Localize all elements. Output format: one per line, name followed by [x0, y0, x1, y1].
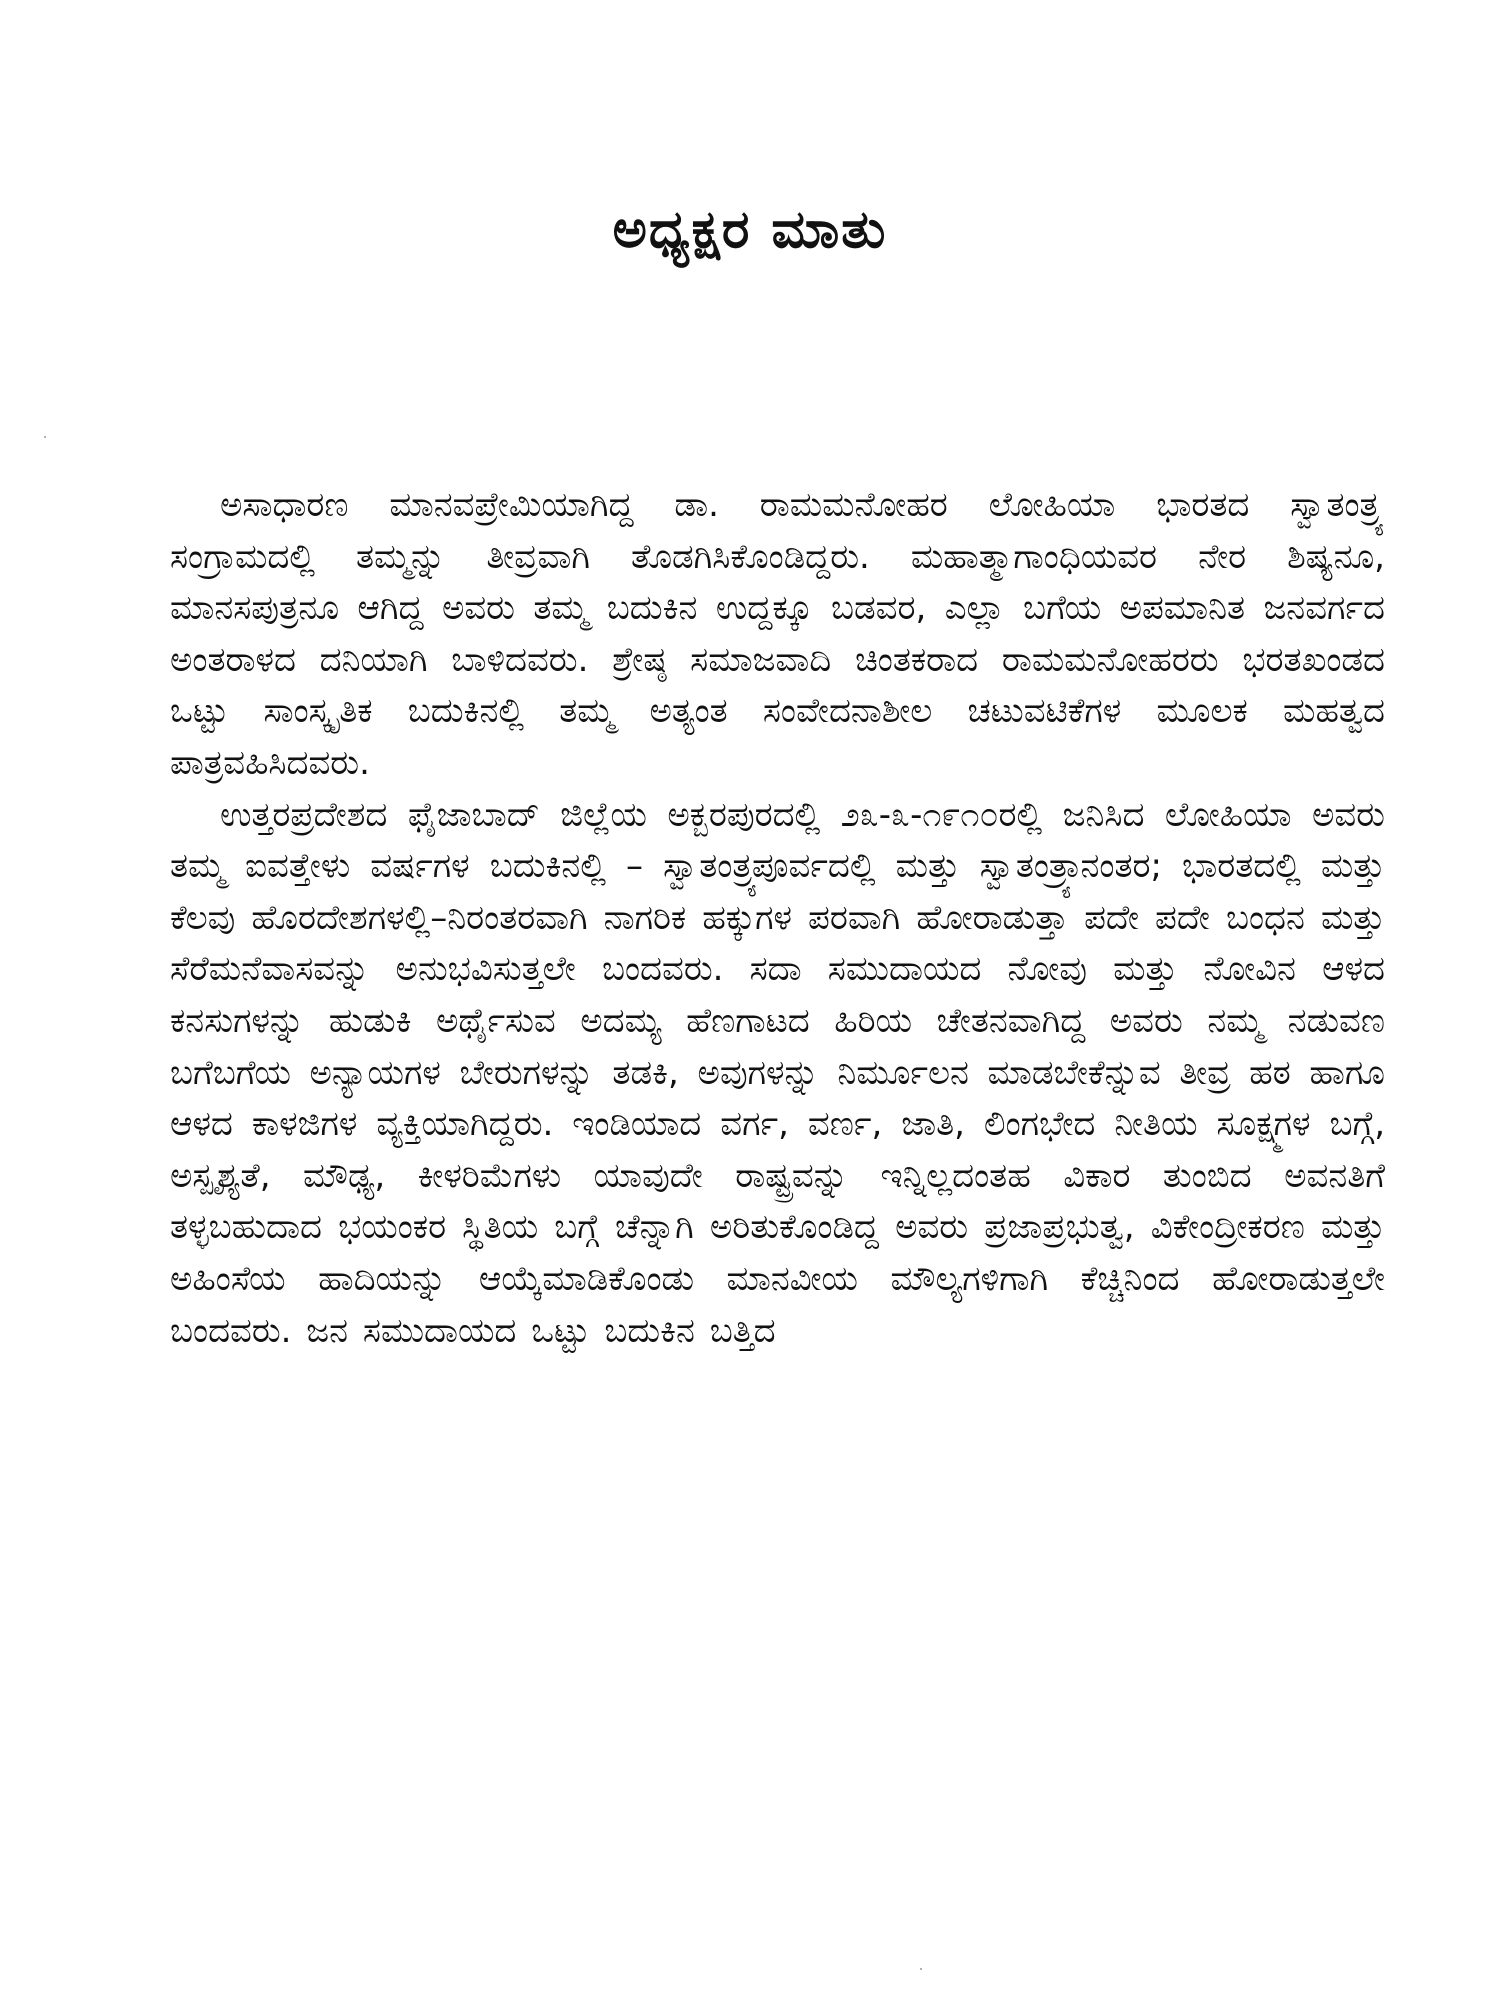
paragraph-1: ಅಸಾಧಾರಣ ಮಾನವಪ್ರೇಮಿಯಾಗಿದ್ದ ಡಾ. ರಾಮಮನೋಹರ ಲೋಹಿಯಾ ಭಾರತದ ಸ್ವಾತಂತ್ರ್ಯ ಸಂಗ್ರಾಮದಲ್ಲಿ ತಮ್ಮನ್ನು ತೀವ್ರವಾಗಿ ತೊಡಗಿಸಿಕೊಂಡಿದ್ದರು. ಮಹಾತ್ಮಾಗಾಂಧಿಯವರ ನೇರ ಶಿಷ್ಯನೂ, ಮಾನಸಪುತ್ರನೂ ಆಗಿದ್ದ ಅವರು ತಮ್ಮ ಬದುಕಿನ ಉದ್ದಕ್ಕೂ ಬಡವರ, ಎಲ್ಲಾ ಬಗೆಯ ಅಪಮಾನಿತ ಜನವರ್ಗದ ಅಂತರಾಳದ ದನಿಯಾಗಿ ಬಾಳಿದವರು. ಶ್ರೇಷ್ಠ ಸಮಾಜವಾದಿ ಚಿಂತಕರಾದ ರಾಮಮನೋಹರರು ಭರತಖಂಡದ ಒಟ್ಟು ಸಾಂಸ್ಕೃತಿಕ ಬದುಕಿನಲ್ಲಿ ತಮ್ಮ ಅತ್ಯಂತ ಸಂವೇದನಾಶೀಲ ಚಟುವಟಿಕೆಗಳ ಮೂಲಕ ಮಹತ್ವದ ಪಾತ್ರವಹಿಸಿದವರು. [170, 485, 1385, 783]
scan-speck [44, 436, 46, 438]
scan-speck [920, 1968, 922, 1970]
document-body [170, 480, 1385, 1357]
paragraph-2: ಉತ್ತರಪ್ರದೇಶದ ಫೈಜಾಬಾದ್ ಜಿಲ್ಲೆಯ ಅಕ್ಬರಪುರದಲ್ಲಿ ೨೩-೩-೧೯೧೦ರಲ್ಲಿ ಜನಿಸಿದ ಲೋಹಿಯಾ ಅವರು ತಮ್ಮ ಐವತ್ತೇಳು ವರ್ಷಗಳ ಬದುಕಿನಲ್ಲಿ – ಸ್ವಾತಂತ್ರ್ಯಪೂರ್ವದಲ್ಲಿ ಮತ್ತು ಸ್ವಾತಂತ್ರ್ಯಾನಂತರ; ಭಾರತದಲ್ಲಿ ಮತ್ತು ಕೆಲವು ಹೊರದೇಶಗಳಲ್ಲಿ–ನಿರಂತರವಾಗಿ ನಾಗರಿಕ ಹಕ್ಕುಗಳ ಪರವಾಗಿ ಹೋರಾಡುತ್ತಾ ಪದೇ ಪದೇ ಬಂಧನ ಮತ್ತು ಸೆರೆಮನೆವಾಸವನ್ನು ಅನುಭವಿಸುತ್ತಲೇ ಬಂದವರು. ಸದಾ ಸಮುದಾಯದ ನೋವು ಮತ್ತು ನೋವಿನ ಆಳದ ಕನಸುಗಳನ್ನು ಹುಡುಕಿ ಅರ್ಥೈಸುವ ಅದಮ್ಯ ಹೆಣಗಾಟದ ಹಿರಿಯ ಚೇತನವಾಗಿದ್ದ ಅವರು ನಮ್ಮ ನಡುವಣ ಬಗೆಬಗೆಯ ಅನ್ಯಾಯಗಳ ಬೇರುಗಳನ್ನು ತಡಕಿ, ಅವುಗಳನ್ನು ನಿರ್ಮೂಲನ ಮಾಡಬೇಕೆನ್ನುವ ತೀವ್ರ ಹಠ ಹಾಗೂ ಆಳದ ಕಾಳಜಿಗಳ ವ್ಯಕ್ತಿಯಾಗಿದ್ದರು. ಇಂಡಿಯಾದ ವರ್ಗ, ವರ್ಣ, ಜಾತಿ, ಲಿಂಗಭೇದ ನೀತಿಯ ಸೂಕ್ಷ್ಮಗಳ ಬಗ್ಗೆ, ಅಸ್ಪೃಶ್ಯತೆ, ಮೌಢ್ಯ, ಕೀಳರಿಮೆಗಳು ಯಾವುದೇ ರಾಷ್ಟ್ರವನ್ನು ಇನ್ನಿಲ್ಲದಂತಹ ವಿಕಾರ ತುಂಬಿದ ಅವನತಿಗೆ ತಳ್ಳಬಹುದಾದ ಭಯಂಕರ ಸ್ಥಿತಿಯ ಬಗ್ಗೆ ಚೆನ್ನಾಗಿ ಅರಿತುಕೊಂಡಿದ್ದ ಅವರು ಪ್ರಜಾಪ್ರಭುತ್ವ, ವಿಕೇಂದ್ರೀಕರಣ ಮತ್ತು ಅಹಿಂಸೆಯ ಹಾದಿಯನ್ನು ಆಯ್ಕೆಮಾಡಿಕೊಂಡು ಮಾನವೀಯ ಮೌಲ್ಯಗಳಿಗಾಗಿ ಕೆಚ್ಚಿನಿಂದ ಹೋರಾಡುತ್ತಲೇ ಬಂದವರು. ಜನ ಸಮುದಾಯದ ಒಟ್ಟು ಬದುಕಿನ ಬತ್ತಿದ [170, 794, 1385, 1351]
page-title: ಅಧ್ಯಕ್ಷರ ಮಾತು [612, 200, 888, 260]
